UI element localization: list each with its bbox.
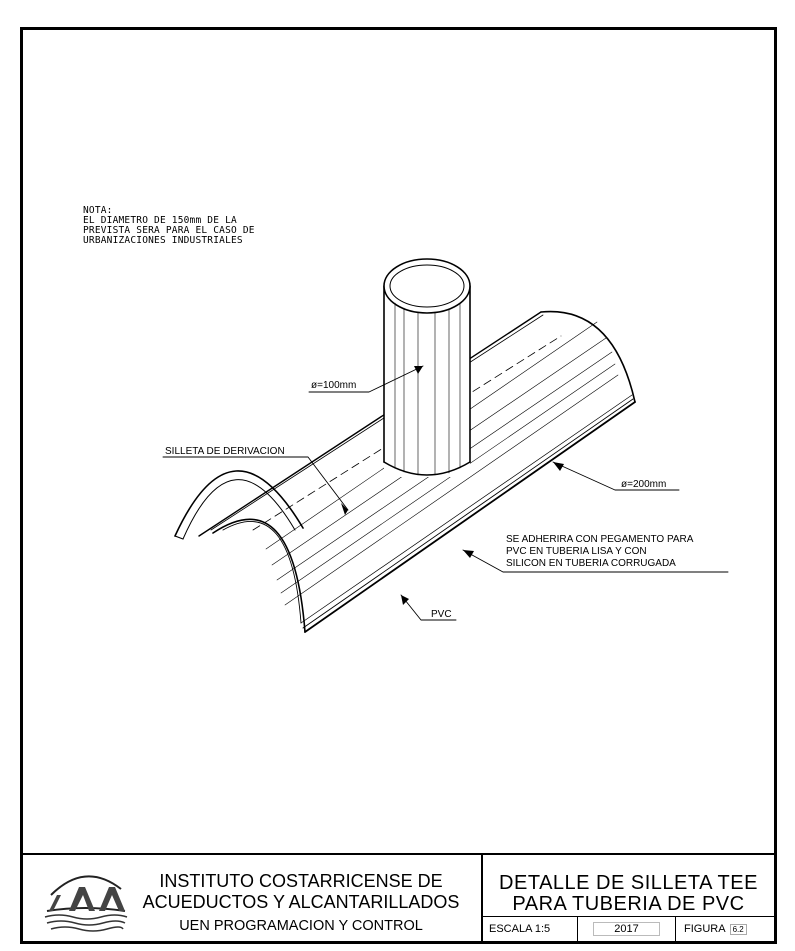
detail-title-line-2: PARA TUBERIA DE PVC (512, 893, 745, 915)
detail-title-line-1: DETALLE DE SILLETA TEE (499, 872, 758, 894)
note-line: NOTA: (83, 205, 113, 216)
arrow-adhesive (463, 550, 474, 558)
label-adhesive-1: SE ADHERIRA CON PEGAMENTO PARA (506, 534, 694, 545)
year-cell (578, 917, 676, 941)
figure-label: FIGURA (684, 923, 726, 935)
saddle-tee-drawing (23, 30, 774, 830)
institution-panel (23, 855, 483, 941)
title-block (23, 853, 774, 941)
saddle-rim-left (175, 536, 183, 539)
saddle-back-arc (541, 312, 635, 402)
label-adhesive-2: PVC EN TUBERIA LISA Y CON (506, 546, 647, 557)
label-branch-diameter: ø=100mm (311, 380, 357, 391)
label-material: PVC (431, 609, 452, 620)
leader-saddle (163, 457, 348, 510)
saddle-front-arc-inner (223, 521, 301, 623)
saddle-front-arc (213, 519, 305, 632)
label-adhesive-3: SILICON EN TUBERIA CORRUGADA (506, 558, 676, 569)
branch-pipe-top-outer (384, 259, 470, 313)
detail-info-row (483, 916, 774, 941)
branch-pipe-mask (384, 286, 470, 477)
detail-panel (483, 855, 774, 941)
detail-title (483, 873, 774, 915)
drawing-sheet (20, 27, 777, 944)
figure-number: 6.2 (730, 924, 747, 935)
institution-name (141, 871, 461, 939)
aya-logo (39, 865, 131, 935)
scale-value: ESCALA 1:5 (489, 923, 551, 935)
institution-line-2: ACUEDUCTOS Y ALCANTARILLADOS (142, 892, 460, 912)
figure-cell (676, 917, 774, 941)
label-main-diameter: ø=200mm (621, 479, 667, 490)
saddle-top-edge-2 (211, 315, 543, 530)
note-line: URBANIZACIONES INDUSTRIALES (83, 235, 243, 246)
note-line: PREVISTA SERA PARA EL CASO DE (83, 225, 255, 236)
institution-line-3: UEN PROGRAMACION Y CONTROL (179, 918, 423, 934)
arrow-main (553, 462, 564, 471)
year-value: 2017 (593, 922, 659, 936)
institution-line-1: INSTITUTO COSTARRICENSE DE (159, 871, 443, 891)
note-line: EL DIAMETRO DE 150mm DE LA (83, 215, 237, 226)
scale-cell (483, 917, 578, 941)
label-saddle: SILLETA DE DERIVACION (165, 446, 285, 457)
